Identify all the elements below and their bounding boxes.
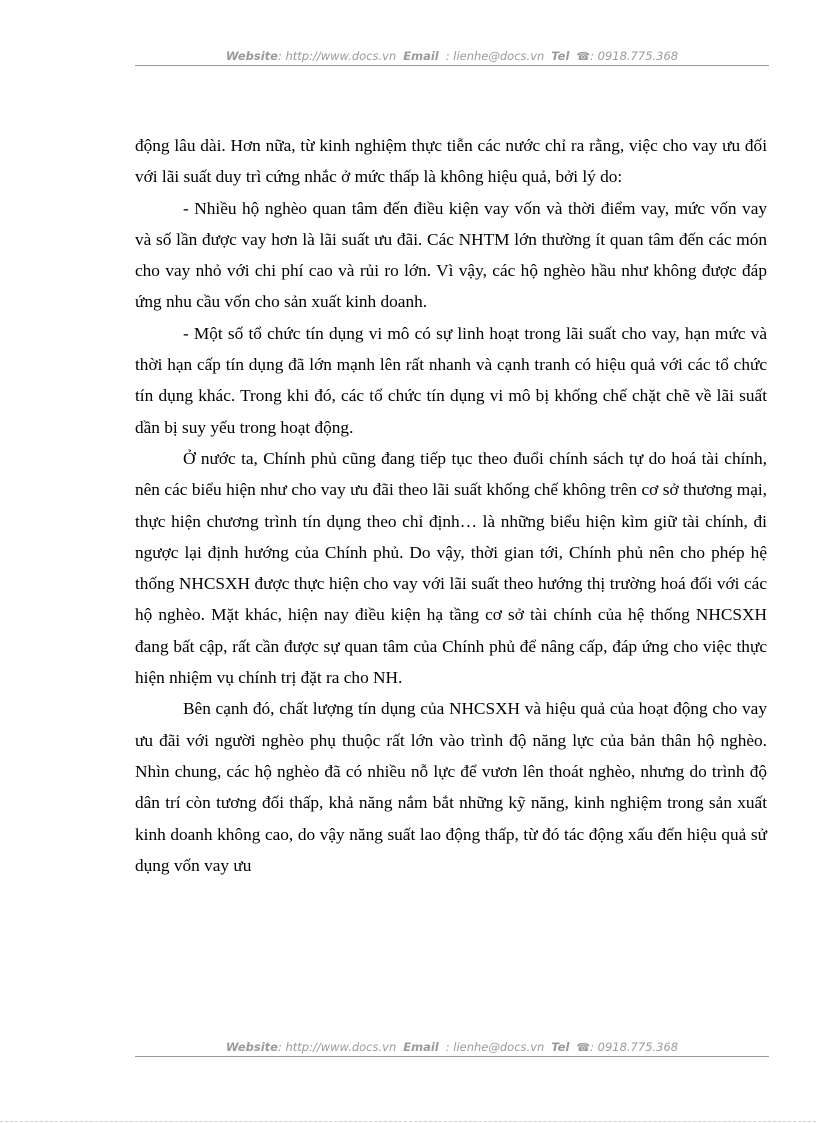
header-website-value: : http://www.docs.vn — [277, 49, 397, 63]
header-rule — [135, 65, 769, 66]
page-footer — [135, 1039, 769, 1056]
bullet-paragraph-2: - Một số tổ chức tín dụng vi mô có sự linh hoạt trong lãi suất cho vay, hạn mức và thời hạn cấp tín dụng đã lớn mạnh lên rất nhanh và cạnh tranh có hiệu quả với các tổ chức tín dụng khác. Trong khi đó, các tổ chức tín dụng vi mô bị khống chế chặt chẽ về lãi suất dần bị suy yếu trong hoạt động. — [135, 323, 767, 437]
paragraph-3: Bên cạnh đó, chất lượng tín dụng của NHCSXH và hiệu quả của hoạt động cho vay ưu đãi với người nghèo phụ thuộc rất lớn vào trình độ năng lực của bản thân hộ nghèo. Nhìn chung, các hộ nghèo đã có nhiều nỗ lực để vươn lên thoát nghèo, nhưng do trình độ dân trí còn tương đối thấp, khả năng nắm bắt những kỹ năng, kinh nghiệm trong sản xuất kinh doanh không cao, do vậy năng suất lao động thấp, từ đó tác động xấu đến hiệu quả sử dụng vốn vay ưu — [135, 699, 767, 875]
header-email-value: : lienhe@docs.vn — [445, 49, 545, 63]
footer-website-label: Website — [225, 1040, 278, 1054]
footer-email-label: Email — [403, 1040, 439, 1054]
footer-email-value: : lienhe@docs.vn — [445, 1040, 545, 1054]
header-tel-value: : 0918.775.368 — [590, 49, 679, 63]
page-header — [135, 48, 769, 65]
paragraph-2: Ở nước ta, Chính phủ cũng đang tiếp tục theo đuổi chính sách tự do hoá tài chính, nên các biểu hiện như cho vay ưu đãi theo lãi suất khống chế không trên cơ sở thương mại, thực hiện chương trình tín dụng theo chỉ định… là những biểu hiện kìm giữ tài chính, đi ngược lại định hướng của Chính phủ. Do vậy, thời gian tới, Chính phủ nên cho phép hệ thống NHCSXH được thực hiện cho vay với lãi suất theo hướng thị trường hoá đối với các hộ nghèo. Mặt khác, hiện nay điều kiện hạ tầng cơ sở tài chính của hệ thống NHCSXH đang bất cập, rất cần được sự quan tâm của Chính phủ để nâng cấp, đáp ứng cho việc thực hiện nhiệm vụ chính trị đặt ra cho NH. — [135, 448, 767, 688]
footer-tel-label: Tel — [551, 1040, 570, 1054]
footer-tel-value: : 0918.775.368 — [590, 1040, 679, 1054]
phone-icon: ☎ — [576, 1041, 591, 1054]
page-edge-divider — [0, 1121, 816, 1122]
document-body — [135, 130, 767, 881]
paragraph-1: động lâu dài. Hơn nữa, từ kinh nghiệm thực tiễn các nước chỉ ra rằng, việc cho vay ưu đối với lãi suất duy trì cứng nhắc ở mức thấp là không hiệu quả, bởi lý do: — [135, 136, 767, 187]
phone-icon: ☎ — [576, 50, 591, 63]
header-tel-label: Tel — [551, 49, 570, 63]
header-email-label: Email — [403, 49, 439, 63]
header-website-label: Website — [225, 49, 278, 63]
bullet-paragraph-1: - Nhiều hộ nghèo quan tâm đến điều kiện vay vốn và thời điểm vay, mức vốn vay và số lần được vay hơn là lãi suất ưu đãi. Các NHTM lớn thường ít quan tâm đến các món cho vay nhỏ với chi phí cao và rủi ro lớn. Vì vậy, các hộ nghèo hầu như không được đáp ứng nhu cầu vốn cho sản xuất kinh doanh. — [135, 198, 767, 312]
footer-rule — [135, 1056, 769, 1057]
footer-website-value: : http://www.docs.vn — [277, 1040, 397, 1054]
